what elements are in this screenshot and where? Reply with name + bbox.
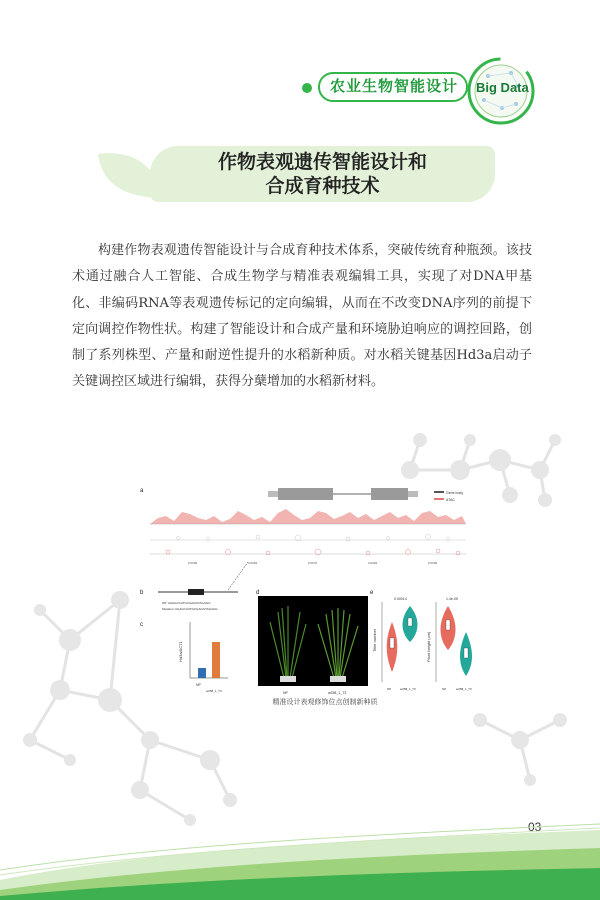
figure-caption: 精准设计表观修饰位点创制新种质: [272, 698, 378, 706]
header-dot-icon: [302, 83, 312, 93]
x-tick-3: 0.0076: [308, 561, 318, 565]
ylabel-tiller: Tiller number: [372, 628, 377, 652]
footer-wave-decoration: [0, 820, 600, 900]
bar-mut: [212, 642, 220, 678]
group-np-c: NP: [196, 683, 201, 687]
panel-c-label: c: [140, 622, 143, 628]
group-mut-c: w258_1_T3: [206, 689, 222, 693]
panel-a-label: a: [140, 488, 144, 494]
panel-d-label: d: [256, 590, 260, 596]
title-line-1: 作物表观遗传智能设计和: [217, 151, 427, 173]
x-tick-4: 0.0084: [368, 561, 378, 565]
group-mut-e1: w258_1_T3: [400, 687, 416, 691]
x-tick-2: 0.0084: [248, 561, 258, 565]
x-tick-1: 0.0096: [188, 561, 198, 565]
group-mut-d: w258_1_T3: [328, 691, 347, 695]
ylabel-height: Plant height (cm): [426, 631, 431, 662]
section-label: 农业生物智能设计: [330, 77, 459, 95]
wt-sequence: WT: AGAGCCATGCGAGGTAGAGG: [162, 601, 211, 605]
big-data-text: Big Data: [476, 80, 529, 95]
group-np-d: NP: [283, 691, 288, 695]
mutation-sequence: Mutation: AGAGCCATGCGAGGTAGAGG: [162, 607, 218, 611]
page-title: [150, 150, 495, 198]
ylabel-c: Hd3a/ACT1: [178, 641, 183, 662]
group-mut-e2: w258_1_T3: [456, 687, 472, 691]
group-np-e2: NP: [442, 687, 447, 691]
pval-tiller: 0.00014: [394, 597, 407, 601]
group-np-e1: NP: [387, 687, 392, 691]
research-figure: [138, 482, 486, 708]
panel-e-label: e: [370, 590, 374, 596]
body-paragraph: 构建作物表观遗传智能设计与合成育种技术体系，突破传统育种瓶颈。该技术通过融合人工智能、合成生物学与精准表观编辑工具，实现了对DNA甲基化、非编码RNA等表观遗传标记的定向编辑，从而在不改变DNA序列的前提下定向调控作物性状。构建了智能设计和合成产量和环境胁迫响应的调控回路，创制了系列株型、产量和耐逆性提升的水稻新种质。对水稻关键基因Hd3a启动子关键调控区域进行编辑，获得分蘖增加的水稻新材料。: [72, 243, 532, 390]
legend-gene-body: Gene body: [446, 491, 464, 495]
x-tick-5: 0.0096: [428, 561, 438, 565]
title-line-2: 合成育种技术: [265, 175, 380, 197]
page-number: 03: [528, 820, 542, 834]
pval-height: 1.4e-05: [446, 597, 458, 601]
legend-atac: ATAC: [446, 498, 455, 502]
panel-b-label: b: [140, 590, 144, 596]
bar-np: [198, 668, 206, 678]
